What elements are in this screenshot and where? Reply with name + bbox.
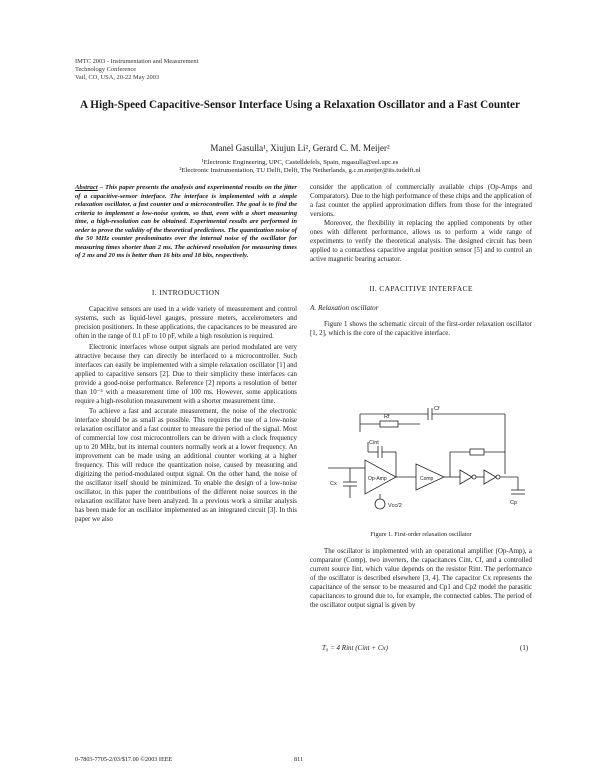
abstract-text: – This paper presents the analysis and experimental results on the jitter of a capacitive-sensor interface. The interface is implemented with a simple relaxation oscillator, a fast counter and a microcontroller. The goal is to find the criteria to implement a low-noise system, so that, even with a short measuring time, a high-resolution can be obtained. Experimental results are performed in order to prove the validity of the theoretical predictions. The quantization noise of the 50 MHz counter predominates over the internal noise of the oscillator for measuring times shorter than 2 ms. The achieved resolution for measuring times of 2 ms and 20 ms is better than 16 bits and 18 bits, respectively.	[75, 184, 297, 259]
right-paragraph-1: consider the application of commercially available chips (Op-Amps and Comparators). Due to the high performance of these chips and the application of a fast counter the applied approximation differs from those for the integrated versions.	[310, 184, 532, 218]
rf-resistor	[380, 421, 398, 427]
footer-isbn: 0-7803-7705-2/03/$17.00 ©2003 IEEE	[75, 756, 173, 763]
label-opamp: Op-Amp	[368, 476, 387, 482]
relax-text: Figure 1 shows the schematic circuit of the first-order relaxation oscillator [1, 2], which is the core of the capacitive interface.	[310, 321, 532, 337]
right-column-top	[310, 184, 532, 265]
paper-title: A High-Speed Capacitive-Sensor Interface Using a Relaxation Oscillator and a Fast Counter	[80, 99, 520, 111]
after-figure-paragraph	[310, 548, 532, 611]
footer-page-number: 811	[294, 756, 304, 763]
section-introduction-heading: I. INTRODUCTION	[151, 288, 221, 297]
figure-caption: Figure 1. First-order relaxation oscillator	[370, 531, 472, 538]
inverter-2	[484, 470, 496, 484]
label-rf: Rf	[384, 414, 390, 420]
inverter-1	[460, 470, 472, 484]
label-vref: Vcc/2	[388, 503, 402, 509]
label-cp: Cp	[510, 500, 518, 506]
intro-paragraph-1: Capacitive sensors are used in a wide variety of measurement and control systems, such as liquid-level gauges, pressure meters, accelerometers and precision positioners. In these applications, the capacitances to be measured are often in the range of 0.1 pF to 10 pF, while a high resolution is required.	[75, 306, 297, 340]
intro-paragraph-2: Electronic interfaces whose output signals are period modulated are very attractive because they can directly be interfaced to a microcontroller. Such interfaces can easily be implemented with a simple relaxation oscillator [1] and applied to capacitive sensors [2]. Due to their simplicity these interfaces can provide a good-noise performance. Reference [2] reports a resolution of better than 10⁻⁵ with a measurement time of 100 ms. However, some applications require a high-resolution measurement with a shorter measurement time.	[75, 343, 297, 405]
right-paragraph-2: Moreover, the flexibility in replacing the applied components by other ones with different performance, allows us to perform a wide range of experiments to verify the theoretical analysis. The designed circuit has been applied to a contactless capacitive angular position sensor [5] and to control an active magnetic bearing actuator.	[310, 219, 532, 263]
vref-source	[375, 499, 385, 509]
label-cint: Cint	[369, 440, 379, 446]
label-cf: Cf	[434, 406, 440, 412]
affiliation-1: ¹Electronic Engineering, UPC, Castelldefels, Spain, mgasulla@eel.upc.es	[201, 159, 399, 166]
affiliation-2: ²Electronic Instrumentation, TU Delft, Delft, The Netherlands, g.c.m.meijer@its.tudelft.nl	[179, 167, 421, 175]
abstract	[75, 184, 297, 261]
after-figure-text: The oscillator is implemented with an operational amplifier (Op-Amp), a comparator (Comp), two inverters, the capacitances Cint, Cf, and a controlled current source Iint, which value depends on the resistor Rint. The performance of the oscillator is described elsewhere [3, 4]. The capacitor Cx represents the capacitance of the sensor to be measured and Cp1 and Cp2 model the parasitic capacitances to ground due to, for example, the connected cables. The period of the oscillator output signal is given by	[310, 548, 532, 609]
label-comp: Comp	[420, 476, 434, 482]
introduction-body	[75, 306, 297, 525]
abstract-label: Abstract	[75, 184, 98, 191]
section-capacitive-interface-heading: II. CAPACITIVE INTERFACE	[369, 284, 473, 293]
equation-1-number: (1)	[520, 644, 529, 652]
intro-paragraph-3: To achieve a fast and accurate measurement, the noise of the electronic interface should be as small as possible. This requires the use of a low-noise relaxation oscillator and a fast counter to measure the period of the signal. Most of commercial low cost microcontrollers can be driven with a clock frequency up to 20 MHz, but its internal counters normally work at a lower frequency. An improvement can be made using an additional counter working at a higher frequency. This will reduce the quantization noise, caused by measuring and digitizing the period-modulated output signal. On the other hand, the noise of the oscillator itself should be minimized. To enable the design of a low-noise oscillator, in this paper the contributions of the different noise sources in the relaxation oscillator have been analyzed. In a previous work a similar analysis has been made for an oscillator implemented as an integrated circuit [3]. In this paper we also	[75, 408, 297, 523]
subsection-relaxation-oscillator: A. Relaxation oscillator	[310, 304, 379, 312]
relaxation-paragraph	[310, 321, 532, 339]
label-cx: Cx	[330, 481, 337, 487]
relaxation-oscillator-schematic	[320, 402, 530, 526]
conf-line-3: Vail, CO, USA, 20-22 May 2003	[75, 74, 160, 82]
conf-line-1: IMTC 2003 - Instrumentation and Measurement	[75, 58, 199, 65]
conference-header	[75, 58, 198, 83]
equation-1: T₀ = 4 Rint (Cint + Cx)	[322, 644, 388, 652]
authors: Manel Gasulla¹, Xiujun Li², Gerard C. M. Meijer²	[210, 143, 390, 153]
feedback-resistor	[470, 449, 484, 455]
affiliations	[80, 159, 520, 176]
conf-line-2: Technology Conference	[75, 66, 137, 74]
